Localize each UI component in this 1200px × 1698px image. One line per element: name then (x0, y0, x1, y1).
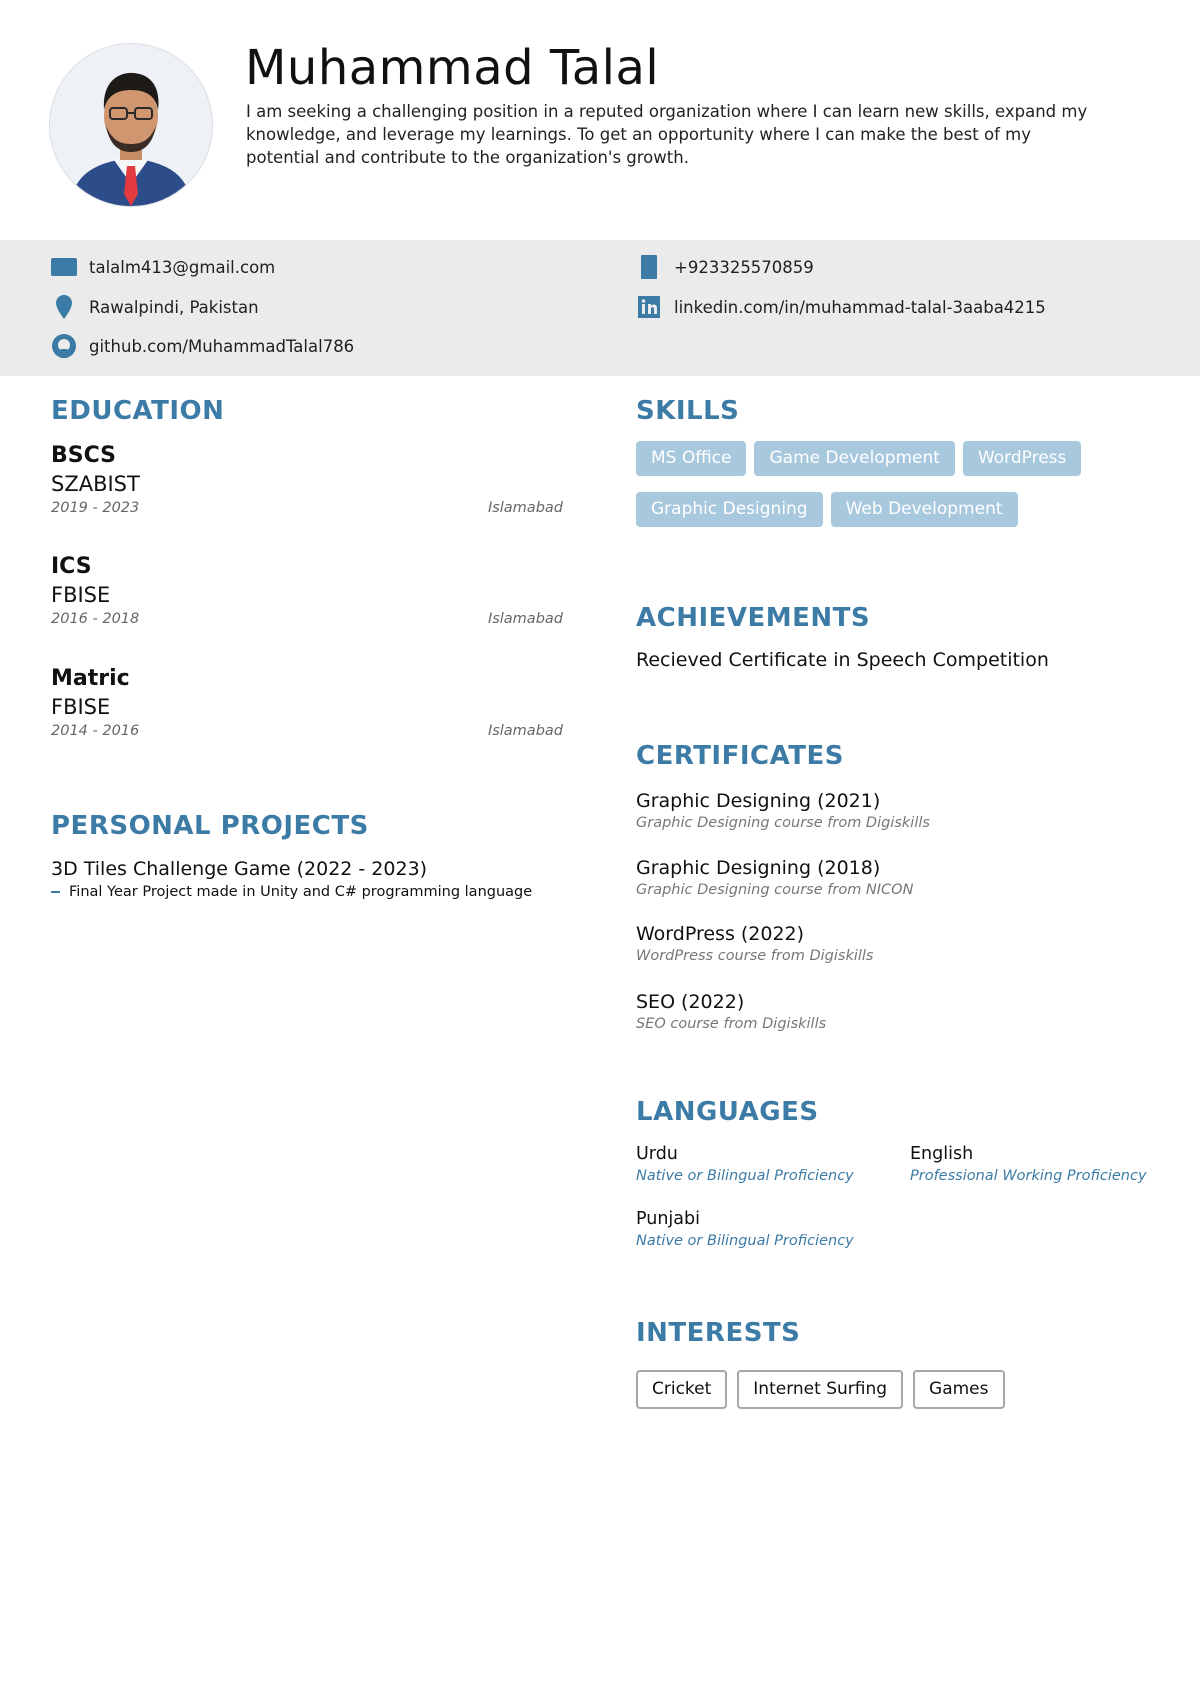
education-dates: 2016 - 2018 (51, 611, 140, 627)
achievements-title: ACHIEVEMENTS (636, 603, 871, 633)
contact-linkedin[interactable] (636, 295, 1046, 319)
language-proficiency: Native or Bilingual Proficiency (636, 1233, 854, 1249)
education-location: Islamabad (487, 611, 563, 627)
contact-linkedin-text: linkedin.com/in/muhammad-talal-3aaba4215 (674, 297, 1046, 317)
education-meta (51, 721, 563, 745)
contact-location (51, 295, 259, 319)
interest-chip: Internet Surfing (737, 1370, 903, 1409)
education-dates: 2019 - 2023 (51, 500, 140, 516)
project-name: 3D Tiles Challenge Game (2022 - 2023) (51, 858, 428, 880)
certificate-entry (636, 789, 930, 833)
skill-chip: Game Development (754, 441, 954, 476)
profile-photo (50, 44, 212, 206)
contact-email[interactable] (51, 255, 275, 279)
education-dates: 2014 - 2016 (51, 723, 140, 739)
bullet-dash-icon (51, 891, 60, 893)
certificate-name: SEO (2022) (636, 991, 745, 1013)
skills-title: SKILLS (636, 396, 740, 426)
skill-chip: Web Development (831, 492, 1018, 527)
language-entry (910, 1143, 1147, 1186)
envelope-icon (51, 255, 77, 279)
project-description-text: Final Year Project made in Unity and C# programming language (69, 884, 533, 900)
education-entry (51, 553, 563, 633)
skill-chip: MS Office (636, 441, 746, 476)
project-description (51, 884, 532, 900)
location-pin-icon (51, 295, 77, 319)
contact-phone[interactable] (636, 255, 814, 279)
education-degree: Matric (51, 666, 130, 691)
contact-location-text: Rawalpindi, Pakistan (89, 297, 259, 317)
education-degree: BSCS (51, 443, 117, 468)
github-icon (51, 334, 77, 358)
education-location: Islamabad (487, 500, 563, 516)
linkedin-icon (636, 295, 662, 319)
education-school: FBISE (51, 695, 111, 719)
interest-chip: Cricket (636, 1370, 727, 1409)
certificate-description: Graphic Designing course from NICON (636, 882, 914, 898)
languages-title: LANGUAGES (636, 1097, 819, 1127)
education-entry (51, 442, 563, 522)
profile-photo-illustration (50, 44, 212, 206)
education-title: EDUCATION (51, 396, 225, 426)
contact-phone-text: +923325570859 (674, 257, 814, 277)
education-school: FBISE (51, 583, 111, 607)
certificates-title: CERTIFICATES (636, 741, 844, 771)
education-entry (51, 665, 563, 745)
certificate-name: WordPress (2022) (636, 923, 805, 945)
language-name: English (910, 1144, 974, 1164)
education-location: Islamabad (487, 723, 563, 739)
projects-title: PERSONAL PROJECTS (51, 811, 369, 841)
contact-github-text: github.com/MuhammadTalal786 (89, 336, 355, 356)
certificate-description: WordPress course from Digiskills (636, 948, 874, 964)
certificate-description: Graphic Designing course from Digiskills (636, 815, 930, 831)
interest-chip: Games (913, 1370, 1004, 1409)
skill-chip: WordPress (963, 441, 1081, 476)
phone-icon (636, 255, 662, 279)
language-entry (636, 1143, 854, 1186)
certificate-name: Graphic Designing (2021) (636, 790, 881, 812)
contact-github[interactable] (51, 334, 354, 358)
contact-bar (0, 240, 1200, 376)
education-meta (51, 498, 563, 522)
certificate-entry (636, 922, 874, 966)
language-proficiency: Professional Working Proficiency (910, 1168, 1147, 1184)
language-proficiency: Native or Bilingual Proficiency (636, 1168, 854, 1184)
certificate-entry (636, 990, 826, 1034)
certificate-entry (636, 856, 913, 900)
certificate-description: SEO course from Digiskills (636, 1016, 827, 1032)
achievement-item: Recieved Certificate in Speech Competition (636, 649, 1049, 671)
career-summary: I am seeking a challenging position in a reputed organization where I can learn new skills, expand my knowledge, and leverage my learnings. To get an opportunity where I can make the best of my potential and contribute to the organization's growth. (246, 102, 1088, 167)
education-school: SZABIST (51, 472, 140, 496)
language-name: Urdu (636, 1144, 678, 1164)
interests-title: INTERESTS (636, 1318, 801, 1348)
skill-chip: Graphic Designing (636, 492, 823, 527)
skills-list (636, 441, 1136, 543)
certificate-name: Graphic Designing (2018) (636, 857, 881, 879)
language-name: Punjabi (636, 1209, 700, 1229)
interests-list (636, 1370, 1015, 1409)
education-degree: ICS (51, 554, 92, 579)
candidate-name: Muhammad Talal (245, 40, 660, 96)
contact-email-text: talalm413@gmail.com (89, 257, 276, 277)
education-meta (51, 609, 563, 633)
language-entry (636, 1208, 854, 1251)
